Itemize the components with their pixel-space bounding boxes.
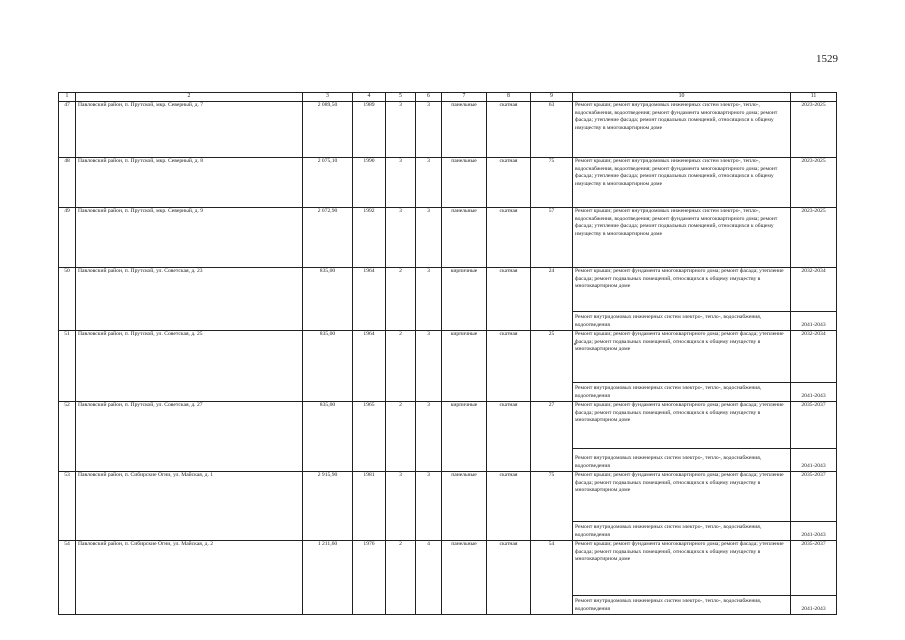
- apartment-count: 54: [531, 540, 573, 614]
- repair-works: Ремонт крыши; ремонт внутридомовых инженерных систем электро-, тепло-, водоснабжения, водоотведения; ремонт фундамента многоквартирного дома; ремонт фасада; утепление фасада; ремонт подвальных помещений, относящихся к общему имуществу в многоквартирном доме: [573, 157, 791, 207]
- house-address: Павловский район, п. Прутской, ул. Советская, д. 27: [76, 401, 303, 471]
- total-area: 835,00: [303, 330, 353, 401]
- column-number: 6: [416, 93, 442, 102]
- total-area: 2 075,10: [303, 157, 353, 207]
- row-number: 47: [59, 101, 76, 157]
- roof-type: скатная: [487, 401, 531, 471]
- repair-works: Ремонт внутридомовых инженерных систем электро-, тепло-, водоснабжения, водоотведения: [573, 448, 791, 471]
- row-number: 53: [59, 471, 76, 540]
- total-area: 2 089,50: [303, 101, 353, 157]
- apartment-count: 27: [531, 401, 573, 471]
- column-number: 8: [487, 93, 531, 102]
- floor-count: 2: [386, 330, 416, 401]
- repair-works: Ремонт внутридомовых инженерных систем электро-, тепло-, водоснабжения, водоотведения: [573, 311, 791, 330]
- entrance-count: 4: [416, 540, 442, 614]
- repair-period: 2035-2037: [791, 471, 837, 521]
- column-number: 10: [573, 93, 791, 102]
- wall-material: панельные: [442, 207, 487, 267]
- repair-works: Ремонт крыши; ремонт внутридомовых инженерных систем электро-, тепло-, водоснабжения, водоотведения; ремонт фундамента многоквартирного дома; ремонт фасада; утепление фасада; ремонт подвальных помещений, относящихся к общему имуществу в многоквартирном доме: [573, 101, 791, 157]
- table-row: [59, 101, 837, 157]
- table-row: [59, 267, 837, 311]
- table-row: [59, 471, 837, 521]
- entrance-count: 3: [416, 157, 442, 207]
- entrance-count: 3: [416, 101, 442, 157]
- floor-count: 3: [386, 101, 416, 157]
- repair-works: Ремонт внутридомовых инженерных систем электро-, тепло-, водоснабжения, водоотведения: [573, 382, 791, 401]
- table-row: [59, 157, 837, 207]
- apartment-count: 24: [531, 267, 573, 330]
- apartment-count: 75: [531, 157, 573, 207]
- year-built: 1989: [353, 101, 386, 157]
- row-number: 49: [59, 207, 76, 267]
- repair-period: 2023-2025: [791, 157, 837, 207]
- apartment-count: 57: [531, 207, 573, 267]
- roof-type: скатная: [487, 540, 531, 614]
- repair-period: 2041-2043: [791, 448, 837, 471]
- house-address: Павловский район, п. Прутской, мкр. Северный, д. 8: [76, 157, 303, 207]
- repair-works: Ремонт внутридомовых инженерных систем электро-, тепло-, водоснабжения, водоотведения: [573, 595, 791, 614]
- wall-material: панельные: [442, 471, 487, 540]
- entrance-count: 3: [416, 471, 442, 540]
- row-number: 51: [59, 330, 76, 401]
- year-built: 1976: [353, 540, 386, 614]
- column-number: 1: [59, 93, 76, 102]
- table-row: [59, 330, 837, 382]
- repair-period: 2023-2025: [791, 207, 837, 267]
- total-area: 2 915,90: [303, 471, 353, 540]
- house-address: Павловский район, п. Прутской, мкр. Северный, д. 7: [76, 101, 303, 157]
- repair-period: 2023-2025: [791, 101, 837, 157]
- column-number: 11: [791, 93, 837, 102]
- repair-period: 2035-2037: [791, 540, 837, 595]
- wall-material: панельные: [442, 101, 487, 157]
- column-number: 7: [442, 93, 487, 102]
- repair-works: Ремонт крыши; ремонт фундамента многоквартирного дома; ремонт фасада; утепление фасада; ремонт подвальных помещений, относящихся к общему имуществу в многоквартирном доме: [573, 330, 791, 382]
- repair-period: 2032-2034: [791, 267, 837, 311]
- repair-program-table-wrap: [58, 92, 837, 615]
- roof-type: скатная: [487, 207, 531, 267]
- row-number: 54: [59, 540, 76, 614]
- row-number: 50: [59, 267, 76, 330]
- floor-count: 2: [386, 540, 416, 614]
- entrance-count: 3: [416, 330, 442, 401]
- repair-period: 2041-2043: [791, 311, 837, 330]
- roof-type: скатная: [487, 267, 531, 330]
- repair-program-table: [58, 92, 837, 615]
- table-row: [59, 207, 837, 267]
- repair-period: 2032-2034: [791, 330, 837, 382]
- floor-count: 3: [386, 207, 416, 267]
- floor-count: 2: [386, 401, 416, 471]
- total-area: 2 072,90: [303, 207, 353, 267]
- column-number: 2: [76, 93, 303, 102]
- repair-works: Ремонт крыши; ремонт фундамента многоквартирного дома; ремонт фасада; утепление фасада; ремонт подвальных помещений, относящихся к общему имуществу в многоквартирном доме: [573, 471, 791, 521]
- floor-count: 3: [386, 157, 416, 207]
- floor-count: 2: [386, 267, 416, 330]
- column-number: 3: [303, 93, 353, 102]
- repair-works: Ремонт крыши; ремонт фундамента многоквартирного дома; ремонт фасада; утепление фасада; ремонт подвальных помещений, относящихся к общему имуществу в многоквартирном доме: [573, 540, 791, 595]
- repair-period: 2035-2037: [791, 401, 837, 448]
- entrance-count: 3: [416, 207, 442, 267]
- repair-period: 2041-2043: [791, 521, 837, 540]
- wall-material: панельные: [442, 157, 487, 207]
- roof-type: скатная: [487, 101, 531, 157]
- floor-count: 3: [386, 471, 416, 540]
- total-area: 835,00: [303, 401, 353, 471]
- repair-works: Ремонт крыши; ремонт фундамента многоквартирного дома; ремонт фасада; утепление фасада; ремонт подвальных помещений, относящихся к общему имуществу в многоквартирном доме: [573, 267, 791, 311]
- year-built: 1965: [353, 401, 386, 471]
- apartment-count: 63: [531, 101, 573, 157]
- page-number: 1529: [816, 53, 838, 65]
- house-address: Павловский район, п. Сибирские Огни, ул. Майская, д. 1: [76, 471, 303, 540]
- house-address: Павловский район, п. Прутской, мкр. Северный, д. 9: [76, 207, 303, 267]
- house-address: Павловский район, п. Прутской, ул. Советская, д. 25: [76, 330, 303, 401]
- column-number: 9: [531, 93, 573, 102]
- entrance-count: 3: [416, 267, 442, 330]
- year-built: 1964: [353, 330, 386, 401]
- wall-material: кирпичные: [442, 330, 487, 401]
- house-address: Павловский район, п. Сибирские Огни, ул. Майская, д. 2: [76, 540, 303, 614]
- repair-period: 2041-2043: [791, 382, 837, 401]
- column-number-row: [59, 93, 837, 102]
- column-number: 5: [386, 93, 416, 102]
- roof-type: скатная: [487, 471, 531, 540]
- year-built: 1981: [353, 471, 386, 540]
- repair-works: Ремонт крыши; ремонт фундамента многоквартирного дома; ремонт фасада; утепление фасада; ремонт подвальных помещений, относящихся к общему имуществу в многоквартирном доме: [573, 401, 791, 448]
- entrance-count: 3: [416, 401, 442, 471]
- table-row: [59, 401, 837, 448]
- apartment-count: 75: [531, 471, 573, 540]
- wall-material: панельные: [442, 540, 487, 614]
- total-area: 835,00: [303, 267, 353, 330]
- house-address: Павловский район, п. Прутской, ул. Советская, д. 23: [76, 267, 303, 330]
- year-built: 1964: [353, 267, 386, 330]
- row-number: 52: [59, 401, 76, 471]
- row-number: 48: [59, 157, 76, 207]
- roof-type: скатная: [487, 330, 531, 401]
- total-area: 1 211,60: [303, 540, 353, 614]
- repair-works: Ремонт внутридомовых инженерных систем электро-, тепло-, водоснабжения, водоотведения: [573, 521, 791, 540]
- table-body: [59, 93, 837, 615]
- year-built: 1992: [353, 207, 386, 267]
- roof-type: скатная: [487, 157, 531, 207]
- repair-period: 2041-2043: [791, 595, 837, 614]
- repair-works: Ремонт крыши; ремонт внутридомовых инженерных систем электро-, тепло-, водоснабжения, водоотведения; ремонт фундамента многоквартирного дома; ремонт фасада; утепление фасада; ремонт подвальных помещений, относящихся к общему имуществу в многоквартирном доме: [573, 207, 791, 267]
- wall-material: кирпичные: [442, 267, 487, 330]
- year-built: 1990: [353, 157, 386, 207]
- wall-material: кирпичные: [442, 401, 487, 471]
- table-row: [59, 540, 837, 595]
- column-number: 4: [353, 93, 386, 102]
- apartment-count: 25: [531, 330, 573, 401]
